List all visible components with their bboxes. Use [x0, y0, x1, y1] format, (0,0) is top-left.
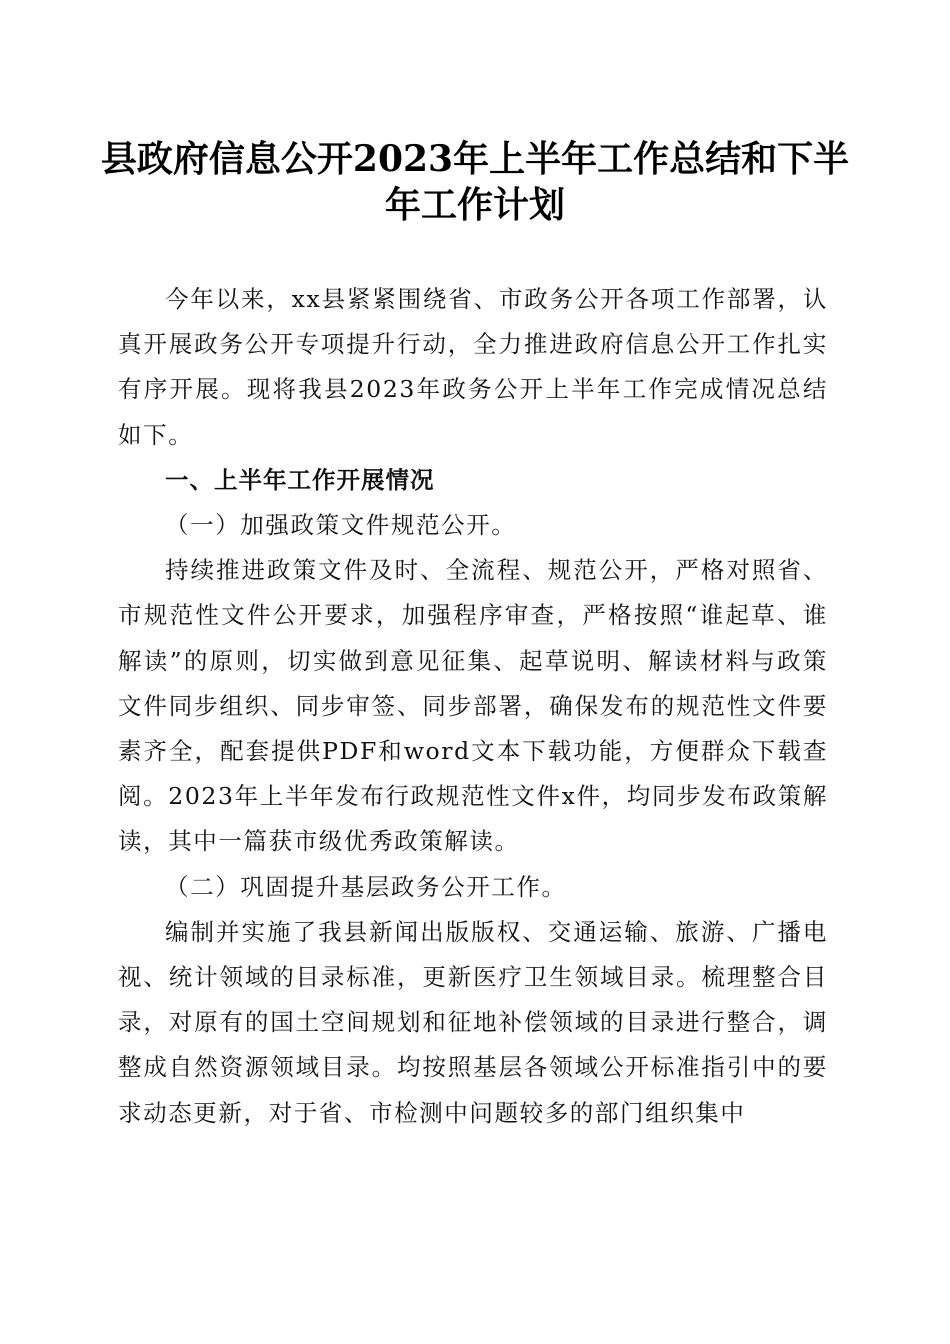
section-heading-1: 一、上半年工作开展情况: [165, 465, 435, 494]
subsection-body-1: 持续推进政策文件及时、全流程、规范公开，严格对照省、市规范性文件公开要求，加强程序审查，严格按照“谁起草、谁解读”的原则，切实做到意见征集、起草说明、解读材料与政策文件同步组织、同步审签、同步部署，确保发布的规范性文件要素齐全，配套提供PDF和word文本下载功能，方便群众下载查阅。2023年上半年发布行政规范性文件x件，均同步发布政策解读，其中一篇获市级优秀政策解读。: [118, 556, 828, 856]
document-title: 县政府信息公开2023年上半年工作总结和下半年工作计划: [100, 138, 850, 226]
subsection-heading-2: （二）巩固提升基层政务公开工作。: [165, 872, 567, 901]
subsection-body-2: 编制并实施了我县新闻出版版权、交通运输、旅游、广播电视、统计领域的目录标准，更新医疗卫生领域目录。梳理整合目录，对原有的国土空间规划和征地补偿领域的目录进行整合，调整成自然资源领域目录。均按照基层各领域公开标准指引中的要求动态更新，对于省、市检测中问题较多的部门组织集中: [118, 917, 828, 1127]
subsection-heading-1: （一）加强政策文件规范公开。: [165, 511, 517, 540]
intro-paragraph: 今年以来，xx县紧紧围绕省、市政务公开各项工作部署，认真开展政务公开专项提升行动，全力推进政府信息公开工作扎实有序开展。现将我县2023年政务公开上半年工作完成情况总结如下。: [118, 285, 828, 449]
document-body: [118, 277, 828, 1136]
